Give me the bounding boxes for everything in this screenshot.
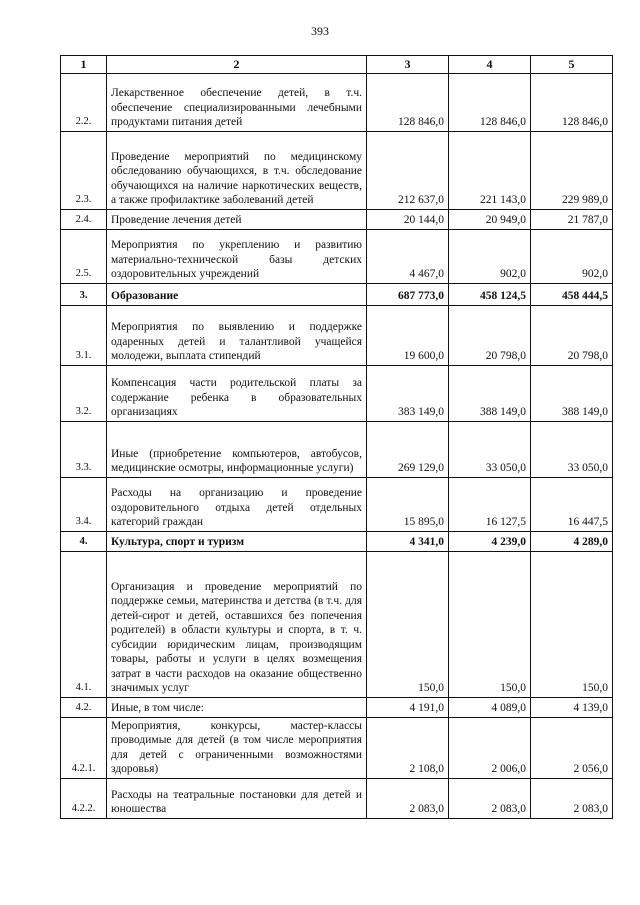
row-value-col4: 4 089,0	[449, 697, 531, 717]
page-number: 393	[311, 24, 329, 38]
table-row	[61, 421, 613, 477]
table-row	[61, 551, 613, 697]
row-value-col3: 4 341,0	[367, 531, 449, 551]
row-value-col4: 221 143,0	[449, 131, 531, 209]
table-row	[61, 73, 613, 131]
table-row	[61, 283, 613, 305]
row-number: 3.3.	[61, 421, 107, 477]
row-description: Мероприятия по выявлению и поддержке одаренных детей и талантливой учащейся молодежи, выплата стипендий	[107, 305, 367, 365]
row-value-col3: 212 637,0	[367, 131, 449, 209]
row-number: 2.4.	[61, 209, 107, 229]
header-row	[61, 56, 613, 74]
row-description: Расходы на организацию и проведение оздоровительного отдыха детей отдельных категорий граждан	[107, 477, 367, 531]
row-number: 2.3.	[61, 131, 107, 209]
row-value-col3: 19 600,0	[367, 305, 449, 365]
row-value-col3: 128 846,0	[367, 73, 449, 131]
row-number: 4.2.2.	[61, 778, 107, 818]
row-value-col4: 20 949,0	[449, 209, 531, 229]
row-value-col4: 150,0	[449, 551, 531, 697]
row-value-col4: 16 127,5	[449, 477, 531, 531]
row-number: 3.	[61, 283, 107, 305]
row-number: 4.2.	[61, 697, 107, 717]
row-value-col4: 388 149,0	[449, 365, 531, 421]
table-row	[61, 717, 613, 778]
row-description: Организация и проведение мероприятий по поддержке семьи, материнства и детства (в т.ч. для детей-сирот и детей, оставшихся без попечения родителей) в области культуры и спорта, в т. ч. субсидии юридическим лицам, производящим товары, работы и услуги в целях возмещения затрат в части расходов на оказание общественно значимых услуг	[107, 551, 367, 697]
row-value-col5: 33 050,0	[531, 421, 613, 477]
row-description: Лекарственное обеспечение детей, в т.ч. обеспечение специализированными лечебными продуктами питания детей	[107, 73, 367, 131]
row-value-col5: 2 083,0	[531, 778, 613, 818]
table-row	[61, 229, 613, 283]
table-body	[61, 73, 613, 818]
row-description: Проведение лечения детей	[107, 209, 367, 229]
row-number: 2.2.	[61, 73, 107, 131]
row-value-col5: 16 447,5	[531, 477, 613, 531]
row-value-col3: 2 083,0	[367, 778, 449, 818]
row-value-col5: 902,0	[531, 229, 613, 283]
column-header-4: 4	[449, 56, 531, 74]
row-value-col4: 2 006,0	[449, 717, 531, 778]
row-value-col5: 458 444,5	[531, 283, 613, 305]
row-description: Мероприятия, конкурсы, мастер-классы проводимые для детей (в том числе мероприятия для детей с ограниченными возможностями здоровья)	[107, 717, 367, 778]
table-row	[61, 209, 613, 229]
row-value-col3: 687 773,0	[367, 283, 449, 305]
column-header-2: 2	[107, 56, 367, 74]
row-value-col3: 150,0	[367, 551, 449, 697]
row-value-col5: 21 787,0	[531, 209, 613, 229]
row-value-col3: 20 144,0	[367, 209, 449, 229]
row-value-col4: 128 846,0	[449, 73, 531, 131]
row-value-col4: 20 798,0	[449, 305, 531, 365]
row-description: Иные (приобретение компьютеров, автобусов, медицинские осмотры, информационные услуги)	[107, 421, 367, 477]
column-header-3: 3	[367, 56, 449, 74]
row-value-col3: 15 895,0	[367, 477, 449, 531]
row-value-col5: 128 846,0	[531, 73, 613, 131]
row-description: Иные, в том числе:	[107, 697, 367, 717]
row-number: 3.4.	[61, 477, 107, 531]
row-value-col3: 4 467,0	[367, 229, 449, 283]
row-value-col3: 4 191,0	[367, 697, 449, 717]
table-row	[61, 778, 613, 818]
row-value-col3: 383 149,0	[367, 365, 449, 421]
row-description: Культура, спорт и туризм	[107, 531, 367, 551]
table-row	[61, 365, 613, 421]
row-description: Расходы на театральные постановки для детей и юношества	[107, 778, 367, 818]
row-value-col4: 2 083,0	[449, 778, 531, 818]
column-header-1: 1	[61, 56, 107, 74]
table-row	[61, 131, 613, 209]
row-number: 4.	[61, 531, 107, 551]
row-description: Образование	[107, 283, 367, 305]
row-value-col5: 4 289,0	[531, 531, 613, 551]
row-number: 3.2.	[61, 365, 107, 421]
row-value-col4: 902,0	[449, 229, 531, 283]
table-row	[61, 697, 613, 717]
row-value-col5: 2 056,0	[531, 717, 613, 778]
row-value-col4: 458 124,5	[449, 283, 531, 305]
row-value-col5: 4 139,0	[531, 697, 613, 717]
row-value-col4: 33 050,0	[449, 421, 531, 477]
row-value-col5: 20 798,0	[531, 305, 613, 365]
row-value-col3: 2 108,0	[367, 717, 449, 778]
row-value-col4: 4 239,0	[449, 531, 531, 551]
table-row	[61, 305, 613, 365]
column-header-5: 5	[531, 56, 613, 74]
row-number: 4.1.	[61, 551, 107, 697]
budget-table	[60, 55, 613, 819]
table-row	[61, 477, 613, 531]
row-description: Компенсация части родительской платы за содержание ребенка в образовательных организациях	[107, 365, 367, 421]
row-value-col5: 229 989,0	[531, 131, 613, 209]
row-number: 2.5.	[61, 229, 107, 283]
row-number: 3.1.	[61, 305, 107, 365]
table-row	[61, 531, 613, 551]
row-description: Мероприятия по укреплению и развитию материально-технической базы детских оздоровительных учреждений	[107, 229, 367, 283]
row-number: 4.2.1.	[61, 717, 107, 778]
row-description: Проведение мероприятий по медицинскому обследованию обучающихся, в т.ч. обследование обучающихся на наличие наркотических веществ, а также профилактике заболеваний детей	[107, 131, 367, 209]
row-value-col3: 269 129,0	[367, 421, 449, 477]
row-value-col5: 150,0	[531, 551, 613, 697]
row-value-col5: 388 149,0	[531, 365, 613, 421]
